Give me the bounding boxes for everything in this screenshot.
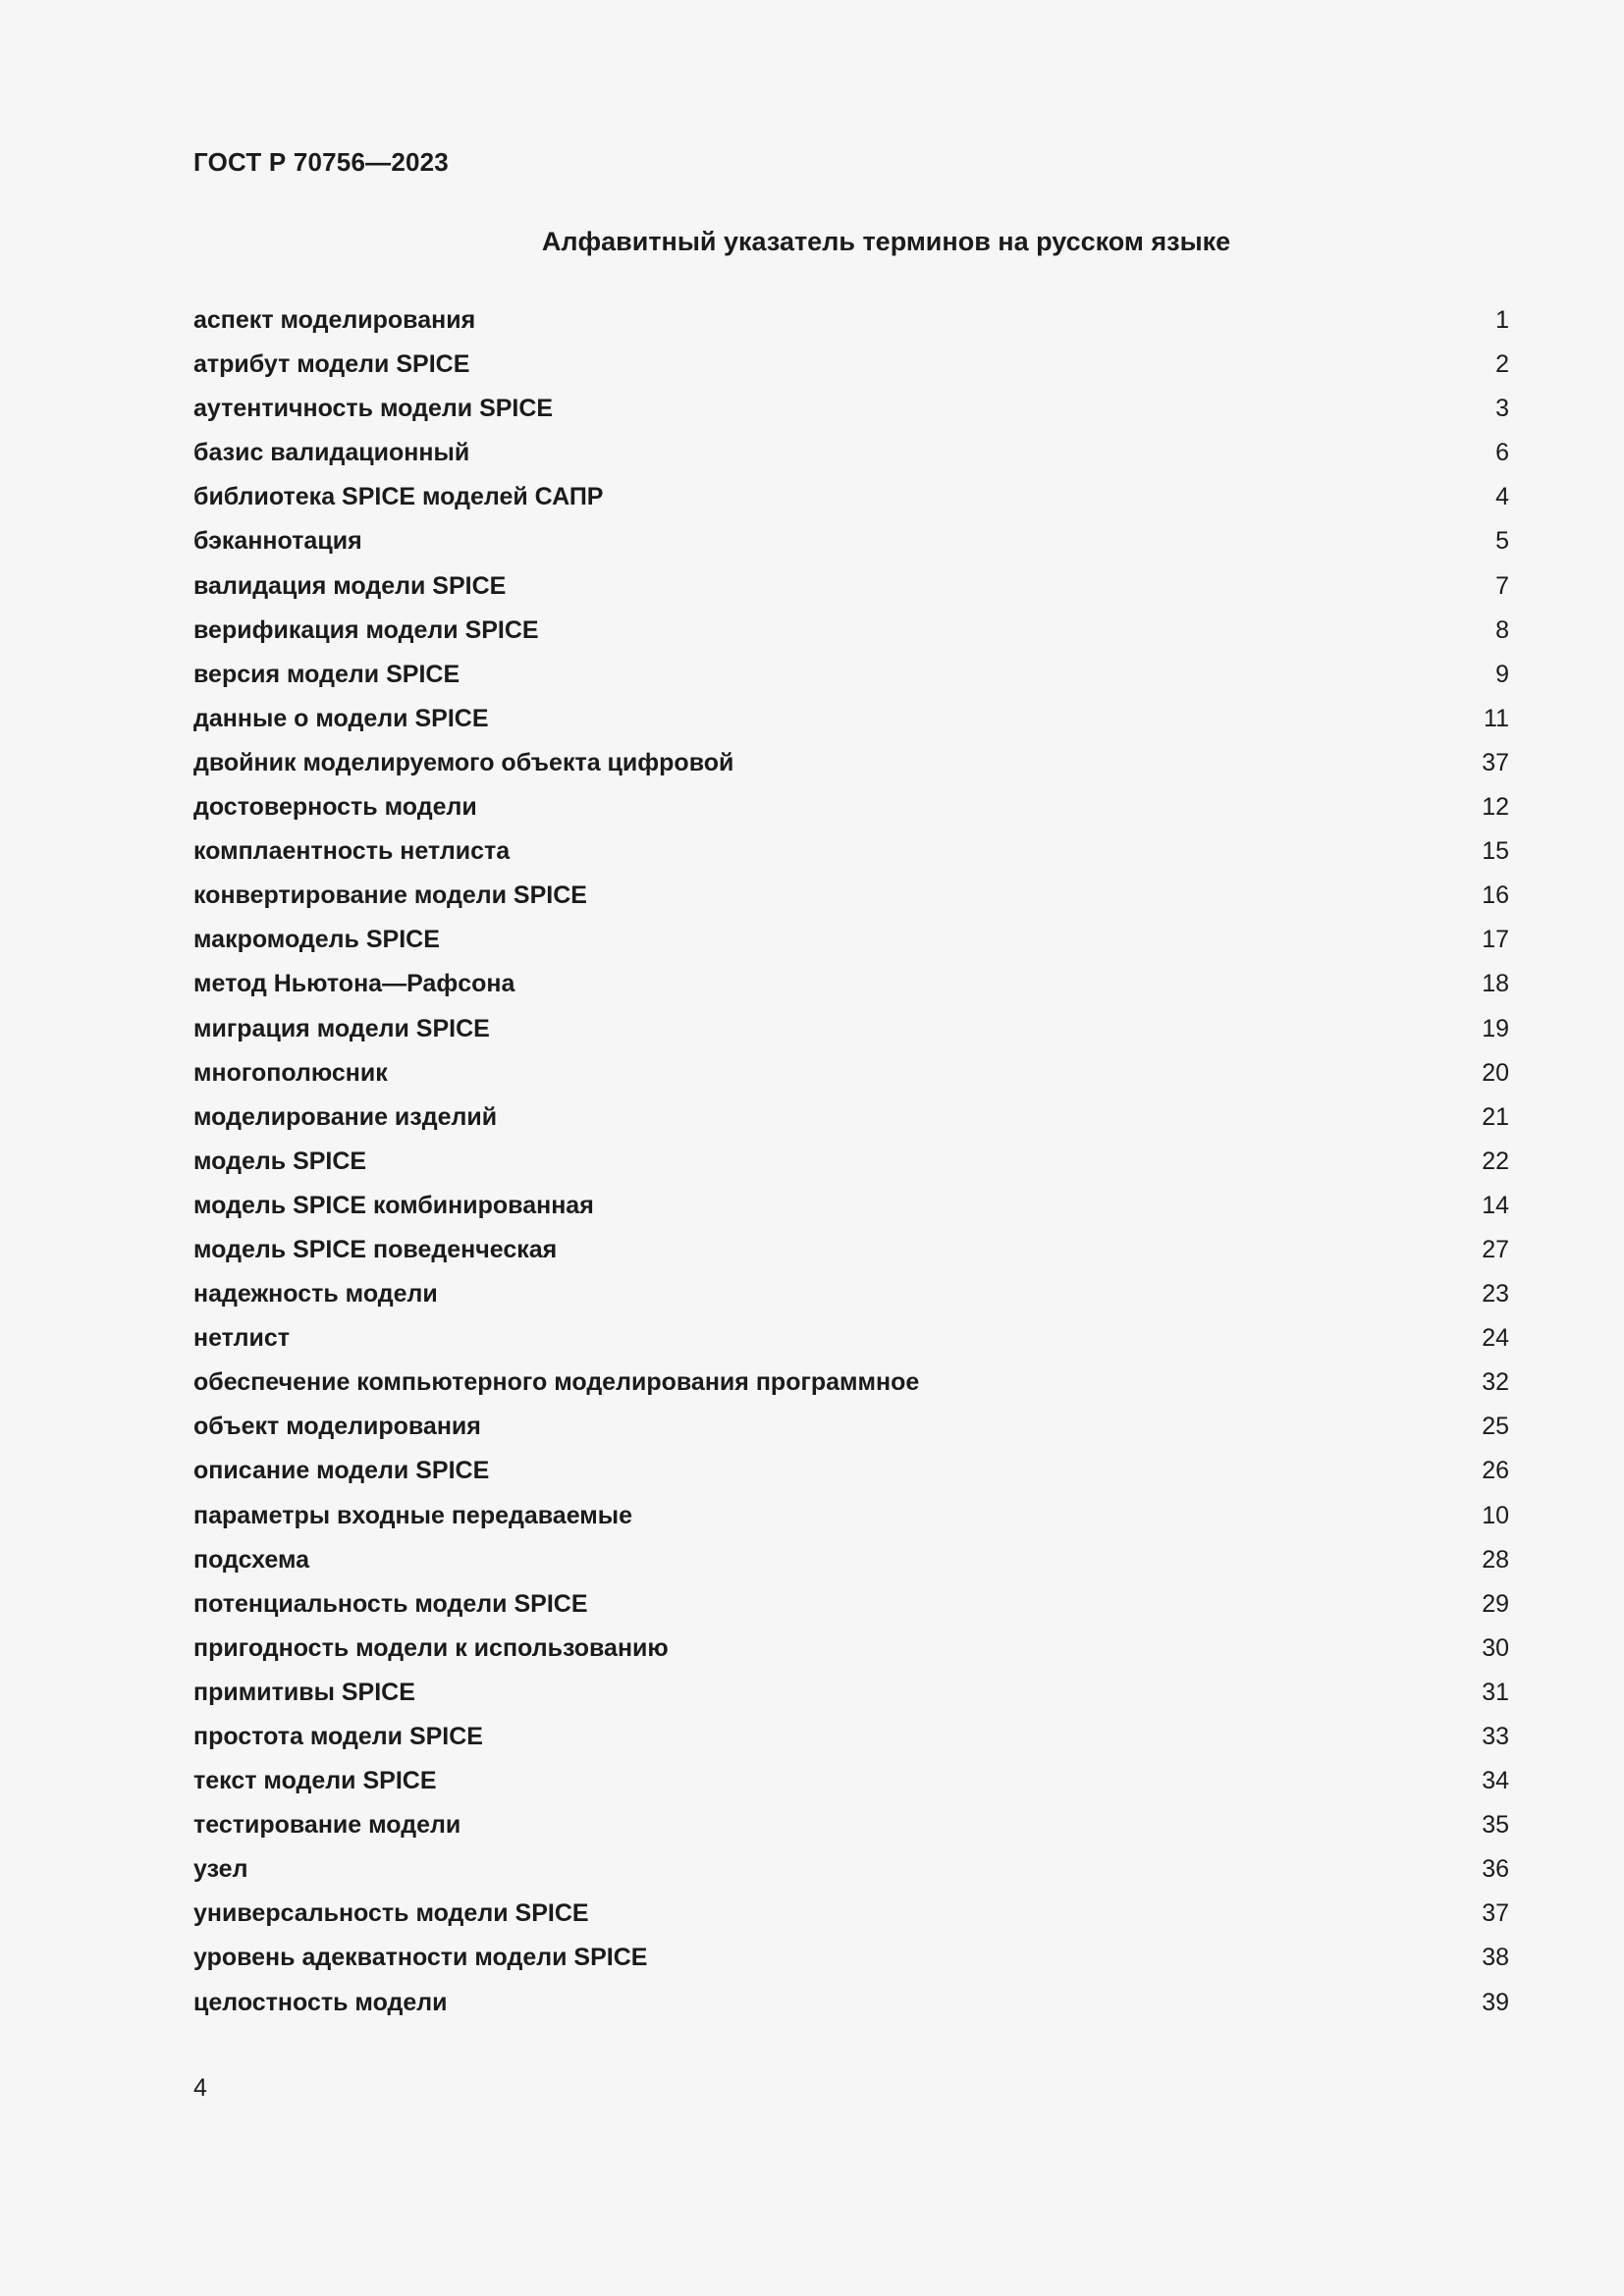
index-term-number: 37 [1482,1899,1509,1928]
index-entry [193,1405,1509,1449]
index-term: версия модели SPICE [193,660,460,688]
index-entry [193,1627,1509,1671]
index-title: Алфавитный указатель терминов на русском языке [541,227,1231,256]
index-term: модель SPICE [193,1147,367,1175]
index-term-number: 30 [1482,1633,1509,1662]
index-term: миграция модели SPICE [193,1014,490,1042]
index-entry [193,343,1509,387]
index-term-number: 1 [1495,306,1509,334]
index-term: многополюсник [193,1058,388,1087]
index-term-number: 24 [1482,1324,1509,1353]
index-entry [193,387,1509,431]
index-term-number: 15 [1482,837,1509,866]
index-term: уровень адекватности модели SPICE [193,1944,648,1972]
index-term-number: 9 [1495,660,1509,688]
index-entry [193,1316,1509,1361]
index-term-number: 29 [1482,1589,1509,1618]
index-term: аспект моделирования [193,306,476,334]
index-entry [193,431,1509,475]
index-entry [193,1272,1509,1316]
index-term-number: 27 [1482,1235,1509,1263]
index-entry [193,1892,1509,1936]
index-entry [193,1228,1509,1272]
index-entry [193,1361,1509,1405]
index-term: пригодность модели к использованию [193,1633,669,1662]
index-entry [193,1538,1509,1582]
index-entry [193,1803,1509,1847]
index-term: моделирование изделий [193,1102,498,1131]
index-term-number: 39 [1482,1988,1509,2016]
page-number: 4 [193,2074,207,2102]
index-term-number: 3 [1495,395,1509,423]
index-term: примитивы SPICE [193,1678,415,1706]
index-term-number: 21 [1482,1102,1509,1131]
index-term: модель SPICE поведенческая [193,1235,558,1263]
index-entry [193,1759,1509,1803]
index-term: надежность модели [193,1280,438,1308]
index-entry [193,519,1509,563]
index-entry [193,1051,1509,1095]
index-term-number: 8 [1495,615,1509,644]
index-term-number: 16 [1482,881,1509,910]
index-term: двойник моделируемого объекта цифровой [193,748,734,776]
index-term: данные о модели SPICE [193,704,489,732]
index-term: целостность модели [193,1988,448,2016]
index-entry [193,1671,1509,1715]
index-term-number: 4 [1495,483,1509,511]
index-term: бэканнотация [193,527,362,556]
index-term: модель SPICE комбинированная [193,1191,594,1219]
index-term-number: 10 [1482,1501,1509,1529]
index-term-number: 36 [1482,1855,1509,1884]
index-term-number: 34 [1482,1767,1509,1795]
index-entry [193,298,1509,343]
index-term: узел [193,1855,248,1884]
index-term-number: 37 [1482,748,1509,776]
index-term: макромодель SPICE [193,926,440,954]
index-term: потенциальность модели SPICE [193,1589,588,1618]
index-term: объект моделирования [193,1413,481,1441]
index-term: текст модели SPICE [193,1767,437,1795]
index-entry [193,1494,1509,1538]
index-term: подсхема [193,1545,310,1574]
standard-id-header: ГОСТ Р 70756—2023 [193,147,449,177]
index-term-number: 7 [1495,571,1509,600]
index-term-number: 28 [1482,1545,1509,1574]
index-entry [193,741,1509,785]
index-entry [193,475,1509,519]
index-term: нетлист [193,1324,290,1353]
index-entry [193,653,1509,697]
index-term: комплаентность нетлиста [193,837,511,866]
index-term-number: 5 [1495,527,1509,556]
index-term-number: 19 [1482,1014,1509,1042]
index-entry [193,609,1509,653]
index-term: базис валидационный [193,439,470,467]
index-entry [193,697,1509,741]
index-term: библиотека SPICE моделей САПР [193,483,604,511]
index-term: достоверность модели [193,793,477,822]
index-term: верификация модели SPICE [193,615,539,644]
index-term-number: 6 [1495,439,1509,467]
index-entry [193,1715,1509,1759]
index-term: аутентичность модели SPICE [193,395,554,423]
index-term: универсальность модели SPICE [193,1899,589,1928]
index-entry [193,829,1509,874]
index-term-number: 23 [1482,1280,1509,1308]
index-term: валидация модели SPICE [193,571,507,600]
index-term-number: 33 [1482,1723,1509,1750]
index-entry [193,1140,1509,1184]
index-term-number: 20 [1482,1058,1509,1087]
index-entry [193,918,1509,962]
index-entry [193,1582,1509,1627]
index-term: тестирование модели [193,1811,461,1840]
index-term: конвертирование модели SPICE [193,881,587,910]
index-term-number: 22 [1482,1147,1509,1175]
index-term-number: 14 [1482,1191,1509,1219]
index-term: метод Ньютона—Рафсона [193,970,515,998]
index-term-number: 35 [1482,1811,1509,1840]
index-entry [193,1449,1509,1493]
index-entry [193,564,1509,609]
index-term: атрибут модели SPICE [193,350,470,379]
index-term-number: 26 [1482,1457,1509,1485]
index-term: обеспечение компьютерного моделирования программное [193,1368,920,1397]
index-entry [193,1981,1509,2025]
index-term: простота модели SPICE [193,1723,483,1750]
index-term-number: 25 [1482,1413,1509,1441]
index-term: параметры входные передаваемые [193,1501,633,1529]
index-entry [193,1936,1509,1980]
index-entry [193,1847,1509,1892]
index-entry [193,1095,1509,1140]
index-entry [193,785,1509,829]
index-term-number: 32 [1482,1368,1509,1397]
index-entry [193,874,1509,918]
index-term-number: 31 [1482,1678,1509,1706]
index-term-number: 2 [1495,350,1509,379]
index-entry [193,1007,1509,1051]
index-term-number: 17 [1482,926,1509,954]
index-term: описание модели SPICE [193,1457,490,1485]
index-term-number: 38 [1482,1944,1509,1972]
index-entry [193,1184,1509,1228]
index-entry [193,962,1509,1006]
index-term-number: 12 [1482,793,1509,822]
term-index-list [193,298,1509,2025]
index-term-number: 18 [1482,970,1509,998]
index-term-number: 11 [1484,704,1509,732]
